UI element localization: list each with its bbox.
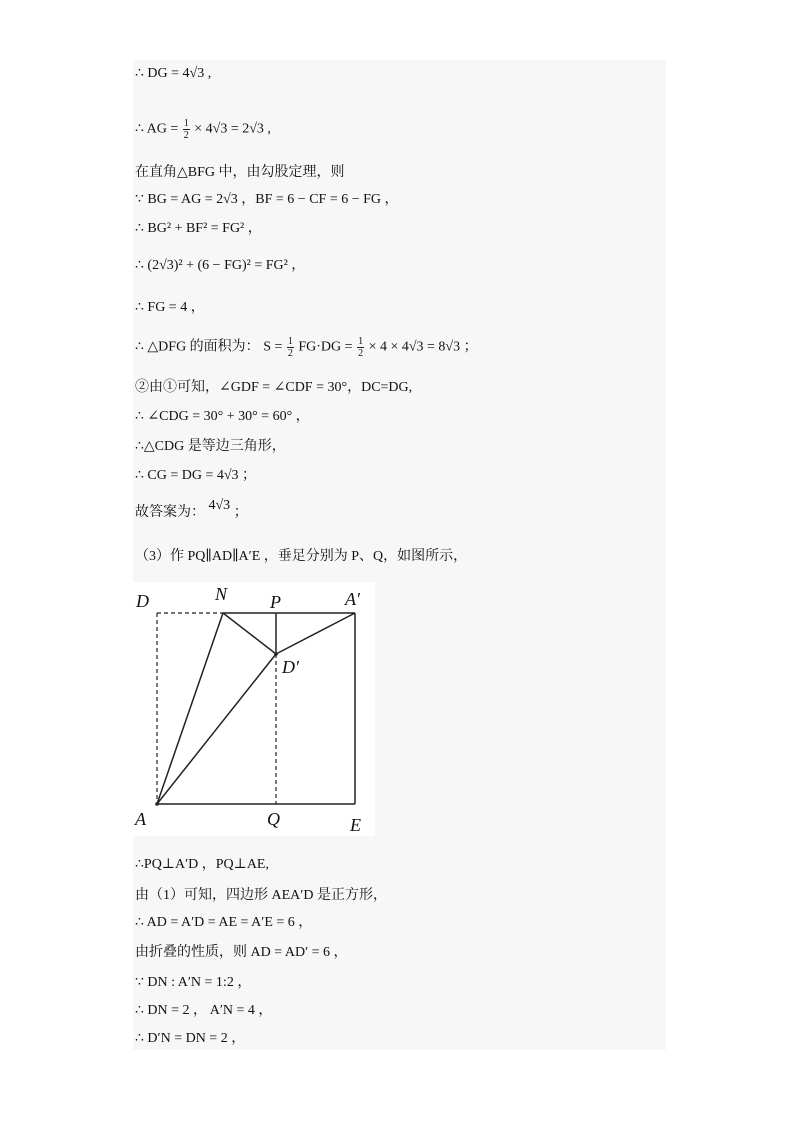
text-line-2-start: ∴ AG = [135,121,179,137]
fraction-denominator: 2 [287,348,293,359]
text-line-8 [135,336,478,359]
fraction-numerator: 1 [287,336,293,347]
label-a: A [135,809,146,829]
answer-value: 4√3 [208,498,231,513]
fraction-half-b [357,336,364,359]
label-p: P [270,592,281,612]
text-line-4: ∵ BG = AG = 2√3 ，BF = 6 − CF = 6 − FG ， [135,192,399,207]
label-q: Q [267,809,280,829]
area-mid: FG·DG = [298,339,353,355]
text-line-17: ∴ AD = A′D = AE = A′E = 6 ， [135,915,313,930]
fraction-numerator: 1 [183,118,189,129]
fraction-denominator: 2 [358,348,364,359]
text-line-9: ②由①可知，∠GDF = ∠CDF = 30°，DC=DG, [135,380,413,395]
fraction-half [183,118,190,141]
text-line-20: ∴ DN = 2 ， A′N = 4 ， [135,1003,273,1018]
point-d1 [274,652,278,656]
segment-an [157,613,223,804]
segment-nd1 [223,613,276,654]
text-line-5: ∴ BG² + BF² = FG² ， [135,221,262,236]
text-line-6: ∴ (2√3)² + (6 − FG)² = FG² ， [135,258,306,273]
label-e: E [350,815,361,835]
text-line-10: ∴ ∠CDG = 30° + 30° = 60° ， [135,409,310,424]
fraction-half-a [287,336,294,359]
fraction-denominator: 2 [183,130,189,141]
segment-d1a1 [276,613,355,654]
text-line-7: ∴ FG = 4 ， [135,300,205,315]
text-line-14: （3）作 PQ∥AD∥A′E ，垂足分别为 P、Q，如图所示， [135,549,468,564]
label-a-prime: A′ [345,589,360,609]
text-line-16: 由（1）可知，四边形 AEA′D 是正方形， [135,888,387,903]
text-line-18: 由折叠的性质，则 AD = AD′ = 6 ， [135,945,348,960]
answer-label: 故答案为： [135,505,205,520]
square-fold-diagram [133,582,375,836]
text-line-12: ∴ CG = DG = 4√3 ； [135,468,257,483]
segment-ad1 [157,654,276,804]
point-a [155,802,159,806]
geometry-figure [133,582,375,836]
text-line-21: ∴ D′N = DN = 2 ， [135,1031,246,1046]
area-end: × 4 × 4√3 = 8√3 ； [368,339,478,355]
text-line-3: 在直角△BFG 中，由勾股定理，则 [135,165,345,180]
fraction-numerator: 1 [358,336,364,347]
text-line-2-end: × 4√3 = 2√3 , [194,121,271,137]
text-line-19: ∵ DN : A′N = 1:2 ， [135,975,252,990]
area-s: S = [263,339,283,355]
label-d-prime: D′ [282,657,299,677]
label-n: N [215,584,228,604]
text-line-2 [135,118,271,141]
area-label: ∴ △DFG 的面积为： [135,339,260,355]
text-line-15: ∴PQ⊥A′D ，PQ⊥AE, [135,857,269,872]
text-line-13 [135,498,248,523]
text-line-1: ∴ DG = 4√3 , [135,66,212,81]
label-d: D [136,591,149,611]
answer-end: ； [233,505,248,520]
text-line-11: ∴△CDG 是等边三角形， [135,439,286,454]
